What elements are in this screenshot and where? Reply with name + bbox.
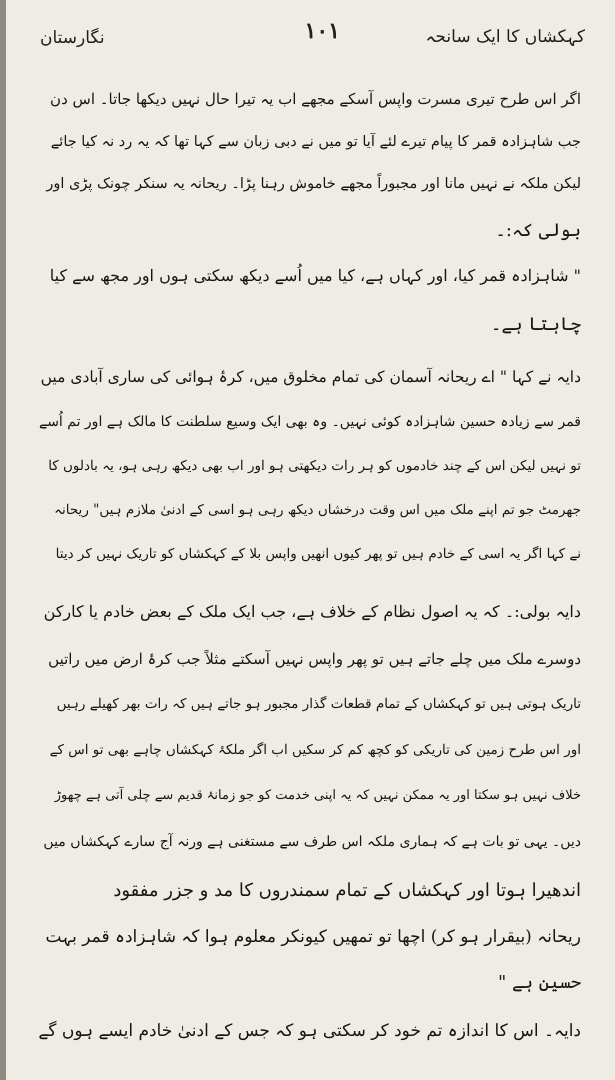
text-line: دایہ۔ اس کا اندازہ تم خود کر سکتی ہو کہ جس کے ادنیٰ خادم ایسے ہوں گے (38, 1021, 581, 1041)
text-line: جب شاہزادہ قمر کا پیام تیرے لئے آیا تو میں نے دبی زبان سے کہا تھا کہ یہ رد نہ کیا جائے (50, 134, 581, 150)
text-line: چاہتا ہے۔ (490, 314, 581, 335)
text-line: لیکن ملکہ نے نہیں مانا اور مجبوراً مجھے خاموش رہنا پڑا۔ ریحانہ یہ سنکر چونک پڑی اور (46, 176, 581, 192)
text-line: اور اس طرح زمین کی تاریکی کو کچھ کم کر سکیں اب اگر ملکۂ کہکشاں چاہے بھی تو اس کے (49, 742, 581, 758)
text-line: ریحانہ (بیقرار ہو کر) اچھا تو تمھیں کیونکر معلوم ہوا کہ شاہزادہ قمر بہت (45, 927, 581, 947)
text-line: نے کہا اگر یہ اسی کے خادم ہیں تو پھر کیوں انھیں واپس بلا کے کہکشاں کو تاریک نہیں کر دیتا (55, 546, 581, 562)
text-line: خلاف نہیں ہو سکتا اور یہ ممکن نہیں کہ یہ اپنی خدمت کو جو زمانۂ قدیم سے چلی آتی ہے چھوڑ (54, 788, 581, 803)
text-line: دایہ بولی:۔ کہ یہ اصول نظام کے خلاف ہے، جب ایک ملک کے بعض خادم یا کارکن (43, 602, 581, 621)
text-line: جھرمٹ جو تم اپنے ملک میں اس وقت درخشاں دیکھ رہی ہو اسی کے ادنیٰ ملازم ہیں" ریحانہ (54, 502, 581, 518)
text-line: دایہ نے کہا " اے ریحانہ آسمان کی تمام مخلوق میں، کرۂ ہوائی کی ساری آبادی میں (40, 368, 581, 386)
text-line: اندھیرا ہوتا اور کہکشاں کے تمام سمندروں کا مد و جزر مفقود (113, 880, 581, 901)
text-line: دوسرے ملک میں چلے جاتے ہیں تو پھر واپس نہیں آسکتے مثلاً جب کرۂ ارض میں راتیں (48, 650, 581, 668)
text-line: تو نہیں لیکن اس کے چند خادموں کو ہر رات دیکھتی ہو اور اب بھی دیکھ رہی ہو، یہ بادلوں کا (48, 458, 581, 474)
text-line: اگر اس طرح تیری مسرت واپس آسکے مجھے اب یہ تیرا حال نہیں دیکھا جاتا۔ اس دن (50, 90, 581, 108)
text-line: حسین ہے " (497, 972, 581, 993)
text-line: بولی کہ:۔ (495, 220, 581, 241)
page-header (40, 18, 585, 58)
text-line: قمر سے زیادہ حسین شاہزادہ کوئی نہیں۔ وہ بھی ایک وسیع سلطنت کا مالک ہے اور تم اُسے (38, 414, 581, 430)
text-line: دیں۔ یہی تو بات ہے کہ ہماری ملکہ اس طرف سے مستغنی ہے ورنہ آج سارے کہکشاں میں (43, 834, 581, 850)
text-line: " شاہزادہ قمر کیا، اور کہاں ہے، کیا میں اُسے دیکھ سکتی ہوں اور مجھ سے کیا (49, 266, 581, 285)
text-line: تاریک ہوتی ہیں تو کہکشاں کے تمام قطعات گذار مجبور ہو جاتے ہیں کہ رات بھر کھیلے رہیں (56, 696, 581, 712)
publisher-name: نگارستان (40, 28, 105, 48)
book-title: کہکشاں کا ایک سانحہ (425, 27, 585, 47)
page-edge (0, 0, 6, 1080)
page-number: ۱۰۱ (304, 18, 340, 44)
